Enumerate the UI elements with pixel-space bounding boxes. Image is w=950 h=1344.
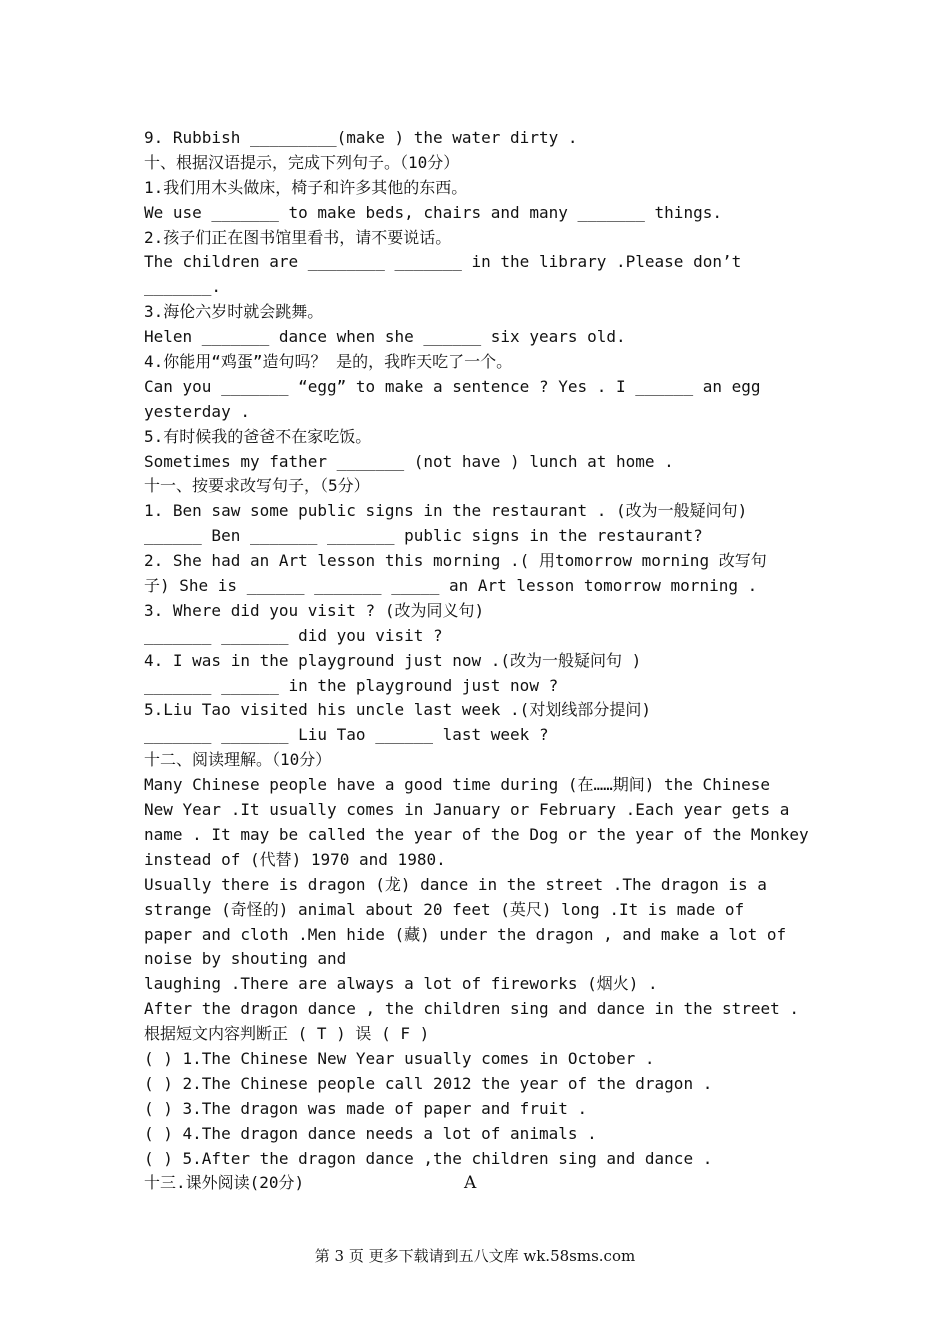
- text-line: Usually there is dragon (龙) dance in the street .The dragon is a: [144, 874, 767, 894]
- text-line: Can you _______ “egg” to make a sentence ? Yes . I ______ an egg: [144, 376, 761, 396]
- text-line: The children are ________ _______ in the library .Please don’t: [144, 252, 742, 272]
- text-line: _______ _______ Liu Tao ______ last week ?: [144, 725, 549, 745]
- text-line: Sometimes my father _______ (not have ) lunch at home .: [144, 451, 674, 471]
- text-line: 5.Liu Tao visited his uncle last week .(对划线部分提问): [144, 700, 651, 720]
- text-line: 3. Where did you visit ? (改为同义句): [144, 600, 485, 620]
- text-line: instead of (代替) 1970 and 1980.: [144, 849, 446, 869]
- text-line: 4. I was in the playground just now .(改为一般疑问句 ): [144, 650, 642, 670]
- text-line: New Year .It usually comes in January or February .Each year gets a: [144, 800, 790, 820]
- page-footer: 第 3 页 更多下载请到五八文库 wk.58sms.com: [314, 1247, 636, 1265]
- text-line: paper and cloth .Men hide (藏) under the dragon , and make a lot of: [144, 924, 787, 944]
- text-line: After the dragon dance , the children sing and dance in the street .: [144, 999, 800, 1019]
- text-line: name . It may be called the year of the Dog or the year of the Monkey: [144, 824, 809, 844]
- text-line: 2.孩子们正在图书馆里看书，请不要说话。: [144, 227, 452, 247]
- text-line: ______ Ben _______ _______ public signs in the restaurant?: [144, 526, 703, 546]
- text-line: _______ _______ did you visit ?: [144, 625, 443, 645]
- text-line: _______ ______ in the playground just now ?: [144, 675, 559, 695]
- text-line: 9. Rubbish _________(make ) the water dirty .: [144, 128, 578, 147]
- text-line: 十二、阅读理解。（10分）: [144, 750, 332, 770]
- text-line: Helen _______ dance when she ______ six years old.: [144, 327, 626, 347]
- text-line: 十、根据汉语提示，完成下列句子。（10分）: [144, 152, 460, 172]
- text-line: 根据短文内容判断正 ( T ) 误 ( F ): [144, 1024, 430, 1044]
- text-line: 十三.课外阅读(20分): [144, 1173, 305, 1193]
- document-body: [144, 126, 824, 1196]
- text-line: ( ) 2.The Chinese people call 2012 the year of the dragon .: [144, 1073, 713, 1093]
- text-line: ( ) 1.The Chinese New Year usually comes in October .: [144, 1048, 655, 1068]
- text-line: ( ) 4.The dragon dance needs a lot of animals .: [144, 1123, 597, 1143]
- text-line: 1.我们用木头做床，椅子和许多其他的东西。: [144, 177, 468, 197]
- passage-a-label: A: [464, 1173, 477, 1193]
- text-line: 4.你能用“鸡蛋”造句吗？ 是的，我昨天吃了一个。: [144, 352, 513, 372]
- text-line: 3.海伦六岁时就会跳舞。: [144, 302, 324, 322]
- text-line: We use _______ to make beds, chairs and many _______ things.: [144, 202, 722, 222]
- text-line: 5.有时候我的爸爸不在家吃饭。: [144, 426, 372, 446]
- text-line: yesterday .: [144, 401, 250, 421]
- text-line: strange (奇怪的) animal about 20 feet (英尺) long .It is made of: [144, 899, 745, 919]
- text-line: noise by shouting and: [144, 949, 347, 969]
- text-line: ( ) 3.The dragon was made of paper and fruit .: [144, 1098, 588, 1118]
- text-line: _______.: [144, 277, 222, 297]
- text-line: 2. She had an Art lesson this morning .( 用tomorrow morning 改写句: [144, 551, 767, 571]
- text-line: 十一、按要求改写句子，（5分）: [144, 476, 370, 496]
- text-line: ( ) 5.After the dragon dance ,the children sing and dance .: [144, 1148, 713, 1168]
- text-line: 子) She is ______ _______ _____ an Art lesson tomorrow morning .: [144, 576, 758, 596]
- text-line: Many Chinese people have a good time during (在……期间) the Chinese: [144, 775, 770, 795]
- text-line: 1. Ben saw some public signs in the restaurant . (改为一般疑问句): [144, 501, 748, 521]
- text-line: laughing .There are always a lot of fireworks (烟火) .: [144, 974, 658, 994]
